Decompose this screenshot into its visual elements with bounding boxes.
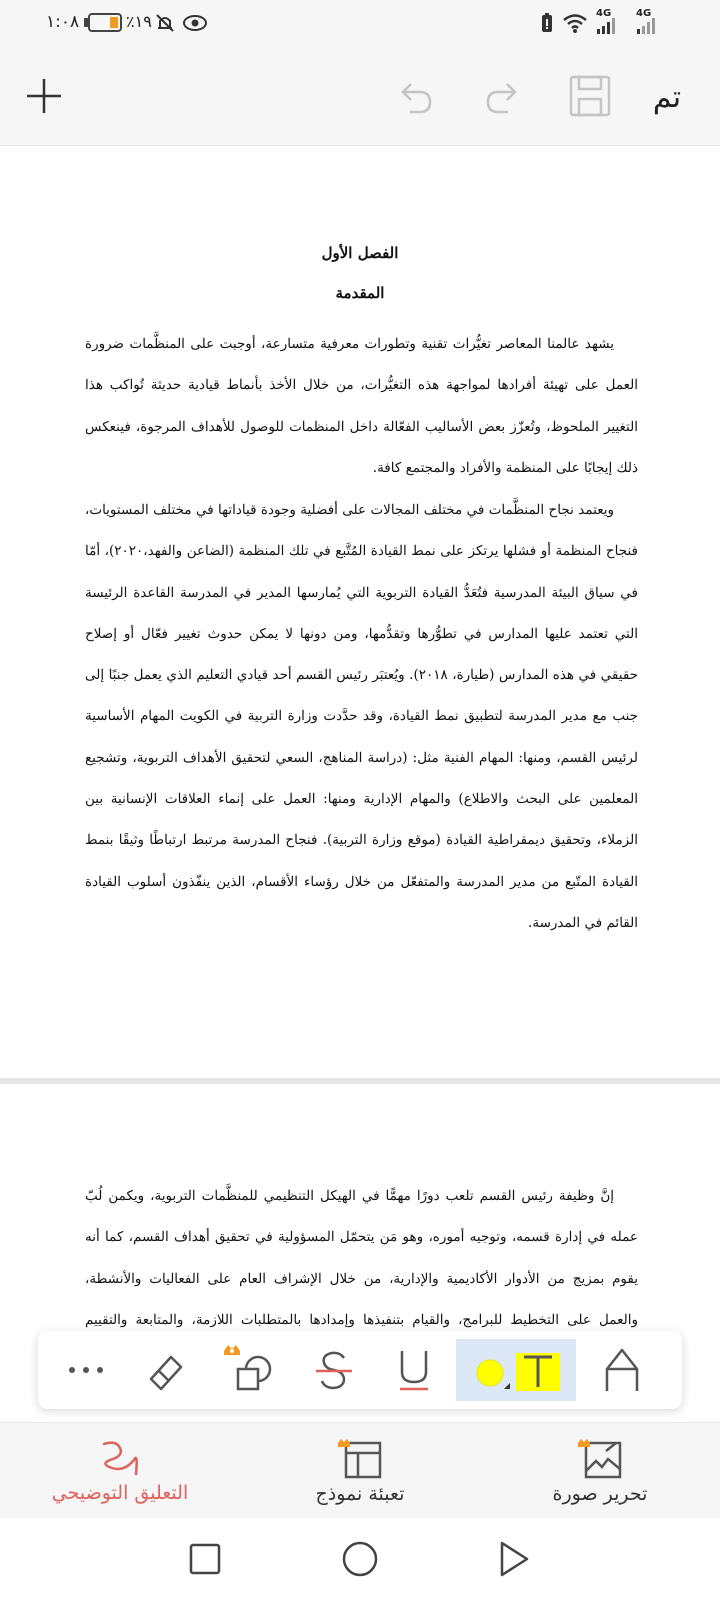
home-button[interactable] <box>335 1534 385 1584</box>
done-label: تم <box>652 79 682 115</box>
underline-icon <box>396 1348 432 1392</box>
save-button[interactable] <box>566 72 614 120</box>
plus-icon <box>24 76 64 116</box>
section-title: المقدمة <box>335 284 385 302</box>
signal-icon-2 <box>636 14 660 36</box>
status-bar <box>0 0 720 48</box>
paragraph-3: إنَّ وظيفة رئيس القسم تلعب دورًا مهمًّا في الهيكل التنظيمي للمنظَّمات التربوية، ويكمن لُبّ عمله في إدارة قسمه، وتوجيه أموره، وهو مَن يتحمّل المسؤولية في تحقيق أهداف القسم، كما أنه يقوم بمزيج من الأدوار الأكاديمية والإدارية، من خلال الإشراف العام على الفعاليات والأنشطة، والعمل على التخطيط للبرامج، والقيام بتنفيذها وإمدادها بالمتطلبات اللازمة، والمتابعة والتقييم <box>85 1188 638 1328</box>
highlight-button[interactable] <box>456 1339 576 1401</box>
tab-form-fill-label: تعبئة نموذج <box>315 1483 405 1505</box>
network-type-2: 4G <box>636 8 652 19</box>
square-icon <box>188 1542 222 1576</box>
tab-form-fill[interactable] <box>300 1429 420 1513</box>
highlight-text-icon <box>466 1345 566 1395</box>
status-time: ١:٠٨ <box>46 12 80 32</box>
editor-toolbar <box>0 48 720 146</box>
eraser-icon <box>145 1349 187 1391</box>
annotate-icon <box>98 1438 142 1480</box>
shapes-button[interactable] <box>218 1339 278 1397</box>
chapter-title: الفصل الأول <box>321 244 399 262</box>
tab-annotate-label: التعليق التوضيحي <box>51 1482 189 1504</box>
underline-button[interactable] <box>386 1345 442 1395</box>
redo-icon <box>484 76 524 116</box>
pen-icon <box>604 1347 640 1393</box>
system-nav-bar <box>0 1518 720 1600</box>
recents-button[interactable] <box>180 1534 230 1584</box>
more-button[interactable] <box>60 1345 112 1395</box>
more-icon <box>66 1365 106 1375</box>
back-triangle-icon <box>496 1540 530 1578</box>
battery-icon <box>88 13 122 32</box>
network-type-1: 4G <box>596 8 612 19</box>
signal-icon-1 <box>596 14 620 36</box>
strikethrough-icon <box>314 1348 354 1392</box>
form-fill-icon-wrap <box>336 1437 384 1481</box>
circle-icon <box>341 1540 379 1578</box>
eraser-button[interactable] <box>138 1345 194 1395</box>
strikethrough-button[interactable] <box>306 1345 362 1395</box>
done-button[interactable] <box>630 72 704 122</box>
document-page-1 <box>0 146 720 1078</box>
eye-comfort-icon <box>182 12 208 34</box>
redo-button[interactable] <box>480 72 528 120</box>
battery-saver-icon <box>540 12 554 34</box>
undo-button[interactable] <box>390 72 438 120</box>
add-button[interactable] <box>20 72 68 120</box>
mute-bell-icon <box>154 12 176 34</box>
paragraph-1: يشهد عالمنا المعاصر تغيُّرات تقنية وتطورات معرفية متسارعة، أوجبت على المنظَّمات ضرورة العمل على تهيئة أفرادها لمواجهة هذه التغيُّرات، من خلال الأخذ بأنماط قيادية حديثة تُواكب هذا التغيير الملحوظ، وتُعزّز بعض الأساليب الفعّالة داخل المنظمات للوصول للأهداف المرجوة، فينعكس ذلك إيجابًا على المنظمة والأفراد والمجتمع كافة. <box>85 336 638 476</box>
battery-percent: ٪١٩ <box>126 12 152 31</box>
paragraph-2: ويعتمد نجاح المنظَّمات في مختلف المجالات على أفضلية وجودة قياداتها في مختلف المستويات، فنجاح المنظمة أو فشلها يرتكز على نمط القيادة المُتَّبع في تلك المنظمة (الضاعن والفهد،٢٠٢٠)، أمّا في سياق البيئة المدرسية فتُعَدُّ القيادة التربوية التي يُمارسها المدير في المدرسة القاعدة الرئيسة التي تعتمد عليها المدارس في تطوُّرها وتقدُّمها، ومن دونها لا يمكن حدوث تغيير فعّال أو إصلاح حقيقي في هذه المدارس (طيارة، ٢٠١٨). ويُعتبَر رئيس القسم أحد قيادي التعليم الذي يعمل جنبًا إلى جنب مع مدير المدرسة لتطبيق نمط القيادة، وقد حدَّدت وزارة التربية في الكويت المهام الأساسية لرئيس القسم، ومنها: المهام الفنية مثل: (دراسة المناهج، السعي لتحقيق الأهداف التربوية، وتشجيع المعلمين على البحث والاطلاع) والمهام الإدارية ومنها: العمل على إنماء العلاقات الإنسانية بين الزملاء، وتحقيق ديمقراطية القيادة (موقع وزارة التربية). فنجاح المدرسة مرتبط ارتباطًا وثيقًا بنمط القيادة المتّبع من مدير المدرسة والمتفعّل من خلال رؤساء الأقسام، الذين ينفّذون أسلوب القيادة القائم في المدرسة. <box>85 502 639 931</box>
back-button[interactable] <box>488 1534 538 1584</box>
undo-icon <box>394 76 434 116</box>
form-fill-icon <box>336 1437 384 1481</box>
wifi-icon <box>562 12 588 34</box>
tab-edit-image-label: تحرير صورة <box>552 1483 648 1505</box>
battery-tip <box>84 18 88 27</box>
annotation-toolbar <box>38 1331 682 1409</box>
tab-annotate[interactable] <box>30 1429 210 1513</box>
tab-edit-image[interactable] <box>540 1429 660 1513</box>
shapes-icon <box>222 1341 274 1395</box>
pen-button[interactable] <box>594 1343 650 1397</box>
bottom-tab-bar <box>0 1422 720 1518</box>
edit-image-icon <box>576 1437 624 1481</box>
save-icon <box>569 75 611 117</box>
